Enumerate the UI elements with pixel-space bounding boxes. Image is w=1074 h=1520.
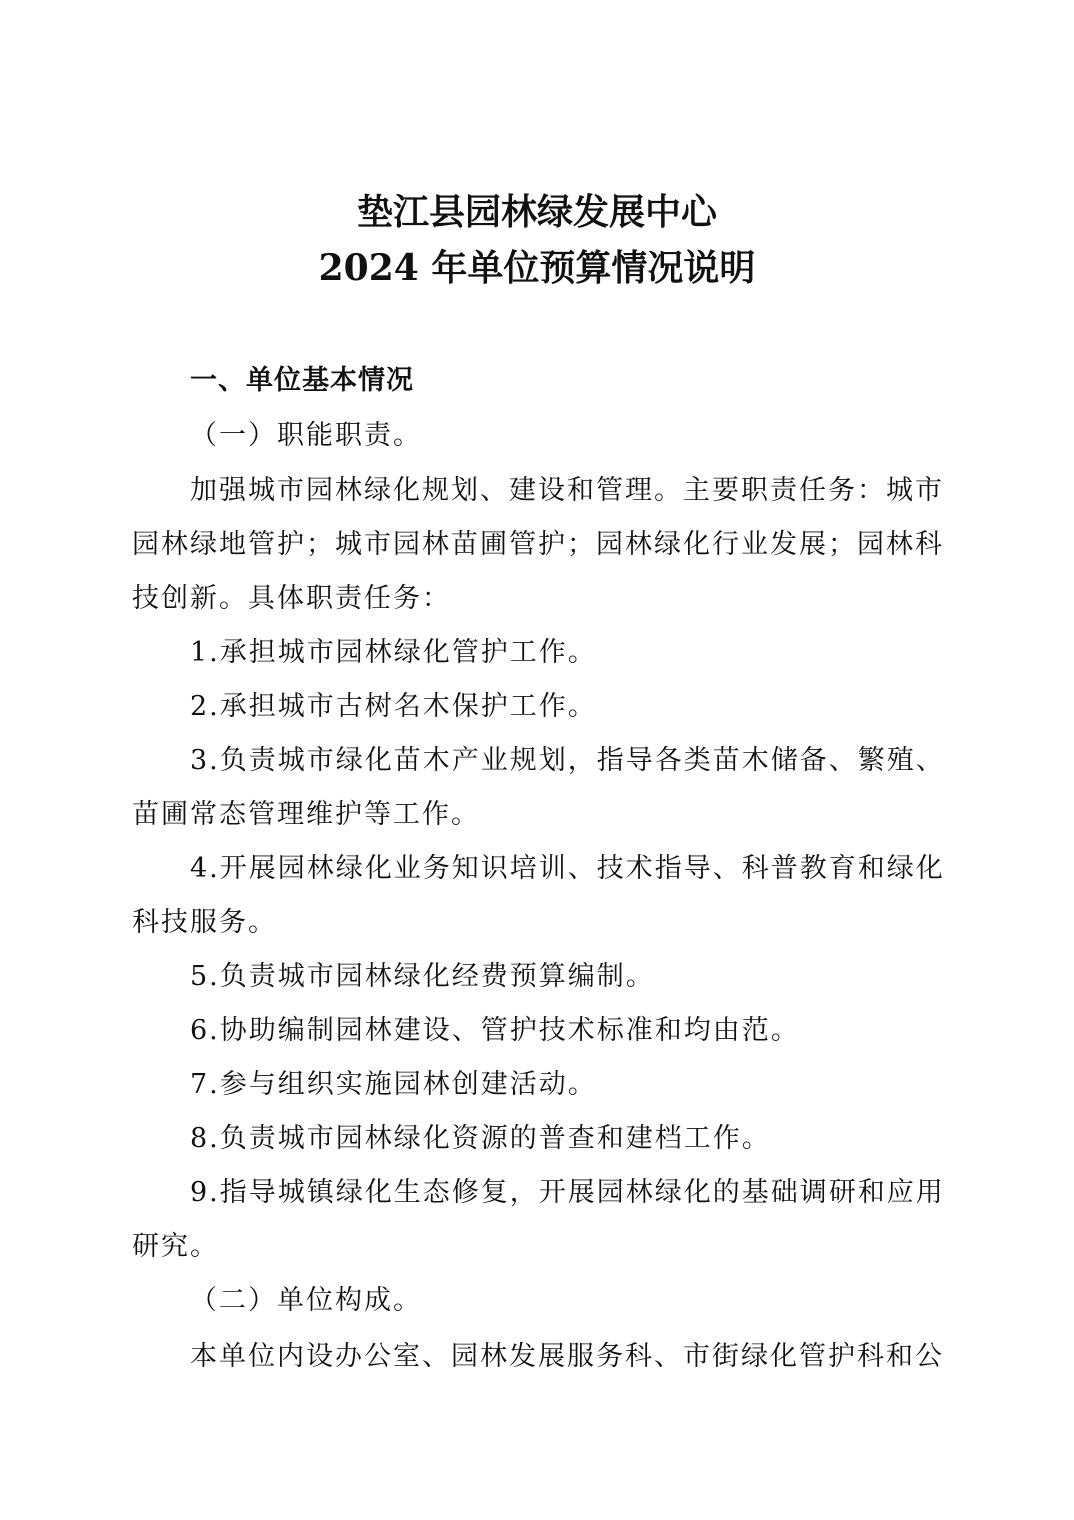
intro-line-1: 加强城市园林绿化规划、建设和管理。主要职责任务：城市	[190, 475, 944, 506]
duty-item-3-line-2: 苗圃常态管理维护等工作。	[132, 799, 480, 830]
duty-item-7: 7.参与组织实施园林创建活动。	[190, 1069, 597, 1100]
section-1-heading: 一、单位基本情况	[190, 365, 414, 396]
duty-item-4-line-1: 4.开展园林绿化业务知识培训、技术指导、科普教育和绿化	[190, 853, 945, 884]
duty-item-5: 5.负责城市园林绿化经费预算编制。	[190, 961, 655, 992]
duty-item-4-line-2: 科技服务。	[132, 907, 277, 938]
duty-item-6: 6.协助编制园林建设、管护技术标准和均由范。	[190, 1015, 800, 1046]
document-title-line-2: 2024 年单位预算情况说明	[318, 247, 756, 289]
document-title-line-1: 垫江县园林绿发展中心	[356, 191, 717, 233]
duty-item-1: 1.承担城市园林绿化管护工作。	[190, 637, 597, 668]
duty-item-3-line-1: 3.负责城市绿化苗木产业规划，指导各类苗木储备、繁殖、	[190, 745, 945, 776]
subsection-2-heading: （二）单位构成。	[190, 1285, 422, 1316]
duty-item-2: 2.承担城市古树名木保护工作。	[190, 691, 597, 722]
duty-item-8: 8.负责城市园林绿化资源的普查和建档工作。	[190, 1123, 771, 1154]
duty-item-9-line-1: 9.指导城镇绿化生态修复，开展园林绿化的基础调研和应用	[190, 1177, 945, 1208]
intro-line-2: 园林绿地管护；城市园林苗圃管护；园林绿化行业发展；园林科	[132, 529, 944, 560]
composition-line-1: 本单位内设办公室、园林发展服务科、市街绿化管护科和公	[190, 1341, 944, 1372]
intro-line-3: 技创新。具体职责任务：	[132, 583, 451, 614]
subsection-1-heading: （一）职能职责。	[190, 420, 422, 451]
duty-item-9-line-2: 研究。	[132, 1231, 219, 1262]
